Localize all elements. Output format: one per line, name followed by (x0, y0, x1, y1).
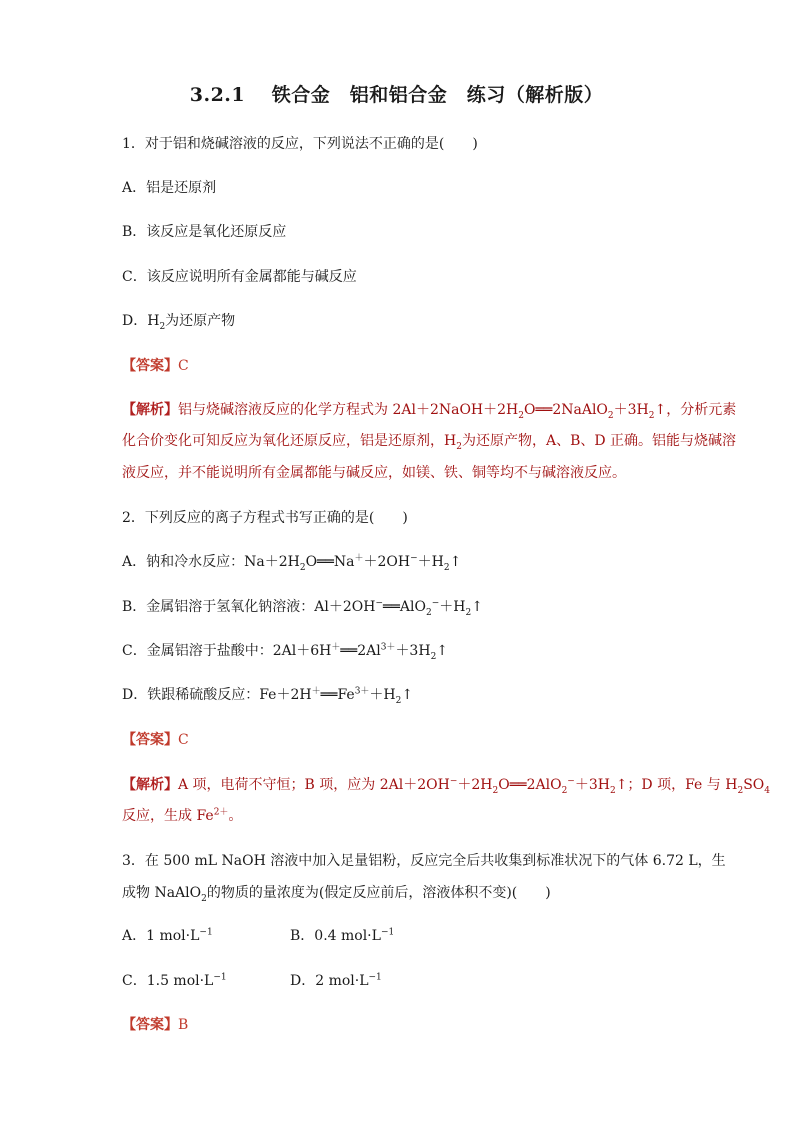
q2-answer: 【答案】C (122, 732, 189, 748)
q2-stem: 2．下列反应的离子方程式书写正确的是( ) (122, 510, 408, 526)
q1-stem: 1．对于铝和烧碱溶液的反应，下列说法不正确的是( ) (122, 136, 478, 152)
q1-option-d: D．$H_2$为还原产物 (122, 313, 236, 332)
q3-stem-line1: 3．在 500 mL NaOH 溶液中加入足量铝粉，反应完全后共收集到标准状况下的气体 6.72 L，生 (122, 853, 726, 869)
q1-answer: 【答案】C (122, 358, 189, 374)
q3-answer: 【答案】B (122, 1017, 189, 1033)
page-title: 3.2.1 铁合金 铝和铝合金 练习（解析版） (189, 84, 604, 106)
q1-option-a: A．铝是还原剂 (122, 180, 217, 196)
q1-explanation-line3: 液反应，并不能说明所有金属都能与碱反应，如镁、铁、铜等均不与碱溶液反应。 (122, 465, 626, 481)
q2-explanation-line1: 【解析】A 项，电荷不守恒；B 项，应为 $2Al+2OH^-+2H_2O══2AlO_2^-+3H_2↑$；D 项，Fe 与 $H_2SO_4$ (122, 776, 770, 796)
q2-option-b: B．金属铝溶于氢氧化钠溶液：$Al+2OH^-══AlO_2^-+H_2↑$ (122, 598, 483, 618)
q1-option-c: C．该反应说明所有金属都能与碱反应 (122, 269, 357, 285)
q3-option-d: D．2 $mol\cdot L^{-1}$ (290, 972, 382, 989)
q3-option-c: C．1.5 $mol\cdot L^{-1}$ (122, 972, 227, 989)
q1-explanation-line1: 【解析】铝与烧碱溶液反应的化学方程式为 $2Al+2NaOH+2H_2O══2NaAlO_2+3H_2↑$，分析元素 (122, 402, 737, 421)
q1-option-b: B．该反应是氧化还原反应 (122, 224, 287, 240)
q1-explanation-line2: 化合价变化可知反应为氧化还原反应，铝是还原剂，$H_2$为还原产物，A、B、D 正确。铝能与烧碱溶 (122, 433, 737, 452)
q3-option-b: B．0.4 $mol\cdot L^{-1}$ (290, 927, 395, 944)
q2-option-d: D．铁跟稀硫酸反应：$Fe+2H^+══Fe^{3+}+H_2↑$ (122, 686, 414, 706)
q3-option-a: A．1 $mol\cdot L^{-1}$ (122, 927, 213, 944)
q3-stem-line2: 成物 NaAlO$_2$的物质的量浓度为(假定反应前后，溶液体积不变)( ) (122, 885, 551, 904)
q2-option-c: C．金属铝溶于盐酸中：$2Al+6H^+══2Al^{3+}+3H_2↑$ (122, 642, 449, 662)
q2-explanation-line2: 反应，生成 $Fe^{2+}$。 (122, 807, 243, 824)
q2-option-a: A．钠和冷水反应：$Na+2H_2O══Na^++2OH^-+H_2↑$ (122, 553, 462, 573)
